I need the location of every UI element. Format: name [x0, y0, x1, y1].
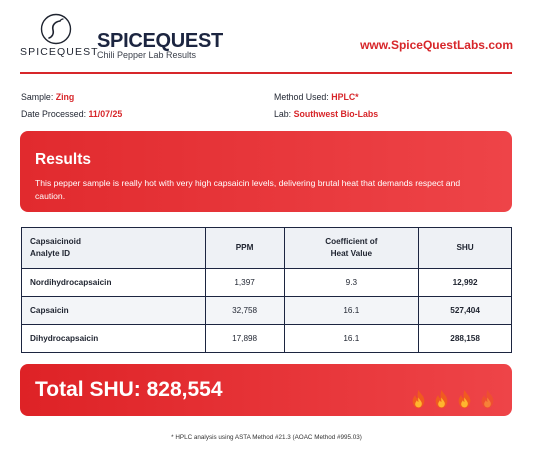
- shu-cell: 288,158: [419, 325, 512, 353]
- analyte-cell: Capsaicin: [22, 297, 206, 325]
- brand-subtitle: Chili Pepper Lab Results: [97, 50, 197, 60]
- coef-header-line1: Coefficient of: [325, 237, 378, 246]
- method-label: Method Used:: [274, 92, 329, 102]
- lab-value: Southwest Bio-Labs: [293, 109, 379, 119]
- website-link[interactable]: www.SpiceQuestLabs.com: [360, 38, 513, 52]
- brand-title: SPICEQUEST: [97, 30, 223, 52]
- coefficient-column-header: [284, 228, 419, 269]
- heat-rating: [410, 389, 496, 409]
- shu-column-header: SHU: [419, 228, 512, 269]
- sample-label: Sample:: [21, 92, 54, 102]
- total-shu-card: [20, 364, 512, 416]
- lab-label: Lab:: [274, 109, 292, 119]
- fire-icon: [456, 389, 473, 409]
- sample-field: [21, 92, 74, 102]
- ppm-cell: 17,898: [205, 325, 284, 353]
- analyte-cell: Nordihydrocapsaicin: [22, 269, 206, 297]
- method-field: [274, 92, 359, 102]
- footnote: * HPLC analysis using ASTA Method #21.3 (AOAC Method #995.03): [171, 434, 362, 441]
- sample-value: Zing: [55, 92, 75, 102]
- coef-header-line2: Heat Value: [330, 249, 373, 258]
- table-row: [22, 325, 512, 353]
- ppm-column-header: PPM: [205, 228, 284, 269]
- analyte-header-line2: Analyte ID: [30, 249, 71, 258]
- analyte-header-line1: Capsaicinoid: [30, 237, 81, 246]
- coefficient-cell: 16.1: [284, 325, 419, 353]
- spicequest-logo-icon: [40, 13, 72, 45]
- fire-icon: [410, 389, 427, 409]
- table-row: [22, 269, 512, 297]
- results-title: Results: [35, 151, 91, 168]
- report-header: [0, 0, 533, 72]
- fire-icon: [433, 389, 450, 409]
- coefficient-cell: 16.1: [284, 297, 419, 325]
- table-header-row: [22, 228, 512, 269]
- header-divider: [20, 72, 512, 74]
- date-value: 11/07/25: [88, 109, 123, 119]
- date-field: [21, 109, 122, 119]
- coefficient-cell: 9.3: [284, 269, 419, 297]
- analyte-column-header: [22, 228, 206, 269]
- fire-icon: [479, 389, 496, 409]
- method-value: HPLC*: [331, 92, 359, 102]
- shu-cell: 12,992: [419, 269, 512, 297]
- lab-field: [274, 109, 378, 119]
- logo-wordmark: SPICEQUEST: [20, 46, 99, 58]
- results-card: [20, 131, 512, 212]
- total-shu-label: Total SHU: 828,554: [35, 378, 223, 401]
- shu-cell: 527,404: [419, 297, 512, 325]
- results-description: This pepper sample is really hot with very high capsaicin levels, delivering brutal heat that demands respect and caution.: [35, 178, 461, 201]
- table-row: [22, 297, 512, 325]
- analyte-cell: Dihydrocapsaicin: [22, 325, 206, 353]
- ppm-cell: 1,397: [205, 269, 284, 297]
- ppm-cell: 32,758: [205, 297, 284, 325]
- capsaicinoid-table: [21, 227, 512, 353]
- date-label: Date Processed:: [21, 109, 87, 119]
